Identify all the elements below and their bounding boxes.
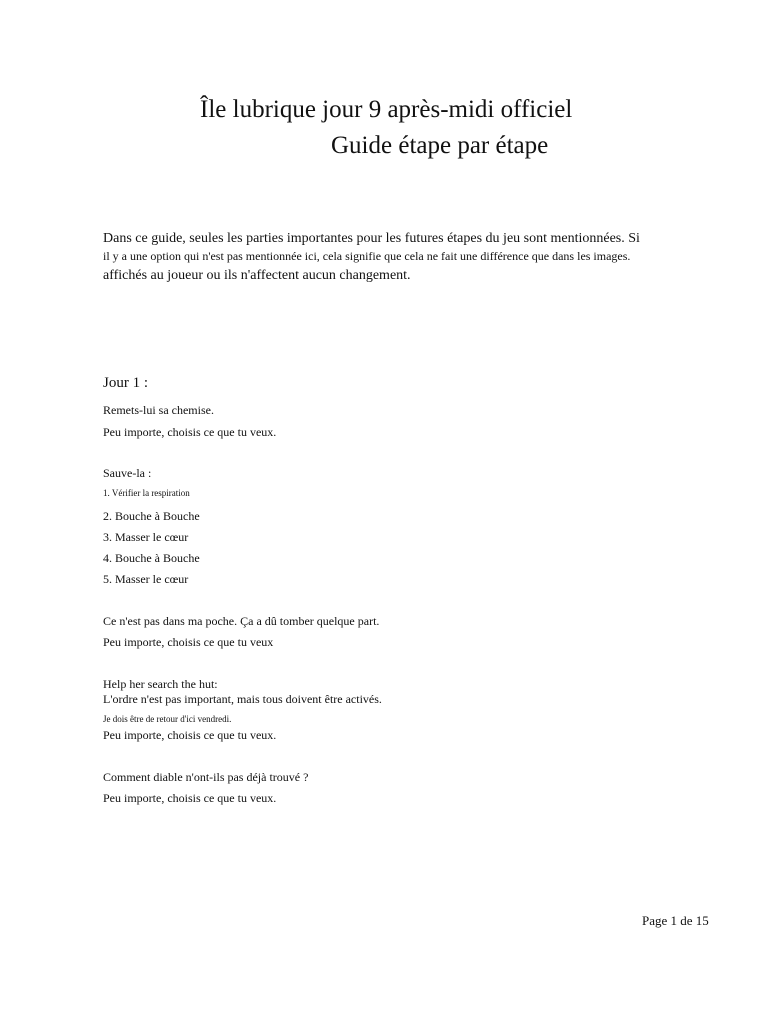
document-title: Île lubrique jour 9 après-midi officiel	[200, 96, 573, 123]
save-item: 1. Vérifier la respiration	[103, 488, 190, 498]
step-text: Ce n'est pas dans ma poche. Ça a dû tomber quelque part.	[103, 614, 380, 628]
intro-line-1: Dans ce guide, seules les parties importantes pour les futures étapes du jeu sont mentionnées. Si	[103, 231, 640, 246]
step-text: Comment diable n'ont-ils pas déjà trouvé ?	[103, 770, 309, 784]
save-item: 5. Masser le cœur	[103, 572, 189, 586]
step-text: Help her search the hut:	[103, 677, 218, 691]
document-subtitle: Guide étape par étape	[331, 132, 549, 159]
step-text: Peu importe, choisis ce que tu veux.	[103, 791, 277, 805]
save-heading: Sauve-la :	[103, 466, 152, 480]
save-item: 2. Bouche à Bouche	[103, 509, 200, 523]
save-item: 3. Masser le cœur	[103, 530, 189, 544]
day-heading: Jour 1 :	[103, 375, 148, 391]
step-text: Peu importe, choisis ce que tu veux.	[103, 425, 277, 439]
page-number: Page 1 de 15	[642, 913, 709, 928]
step-text: L'ordre n'est pas important, mais tous doivent être activés.	[103, 692, 382, 706]
step-text: Je dois être de retour d'ici vendredi.	[103, 714, 232, 724]
step-text: Remets-lui sa chemise.	[103, 403, 214, 417]
save-item: 4. Bouche à Bouche	[103, 551, 200, 565]
intro-line-3: affichés au joueur ou ils n'affectent aucun changement.	[103, 268, 411, 283]
intro-line-2: il y a une option qui n'est pas mentionnée ici, cela signifie que cela ne fait une différence que dans les images.	[103, 249, 631, 263]
step-text: Peu importe, choisis ce que tu veux	[103, 635, 274, 649]
step-text: Peu importe, choisis ce que tu veux.	[103, 728, 277, 742]
